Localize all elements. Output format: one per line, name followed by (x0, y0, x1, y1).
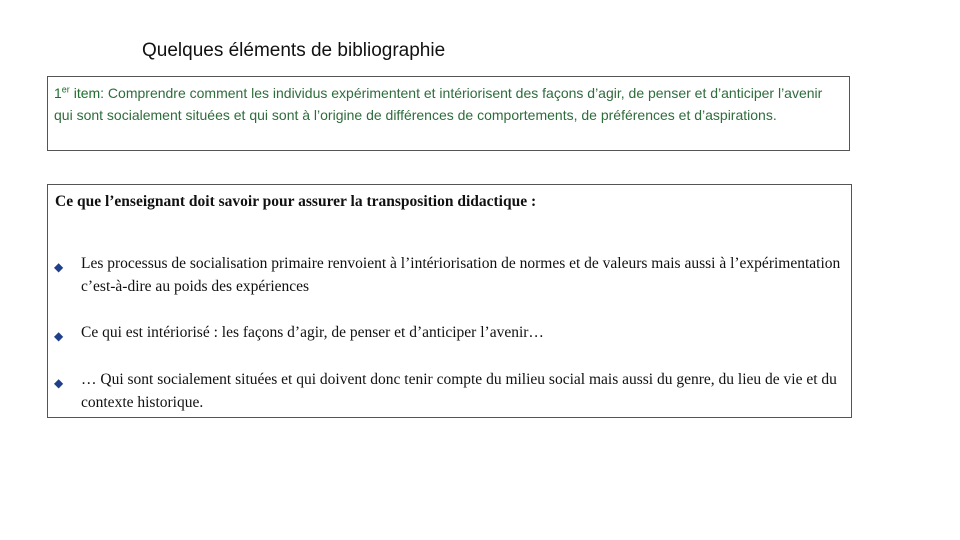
item-label: item: (69, 85, 105, 101)
diamond-bullet-icon: ◆ (54, 376, 64, 390)
list-item-text: … Qui sont socialement situées et qui doivent donc tenir compte du milieu social mais aussi du genre, du lieu de vie et du contexte historique. (81, 371, 837, 411)
item-description: Comprendre comment les individus expérimentent et intériorisent des façons d’agir, de penser et d’anticiper l’avenir qui sont socialement situées et qui sont à l’origine de différences de comportements, de préférences et d’aspirations. (54, 85, 823, 123)
list-item-text: Ce qui est intériorisé : les façons d’agir, de penser et d’anticiper l’avenir… (81, 324, 544, 341)
list-item (48, 368, 843, 414)
teacher-knowledge-box (47, 184, 852, 418)
diamond-bullet-icon: ◆ (54, 260, 64, 274)
teacher-box-heading: Ce que l’enseignant doit savoir pour assurer la transposition didactique : (55, 193, 537, 210)
page-title: Quelques éléments de bibliographie (142, 40, 446, 61)
item-box (47, 76, 850, 151)
diamond-bullet-icon: ◆ (54, 329, 64, 343)
item-ordinal-suffix: er (61, 84, 70, 95)
item-lead (54, 85, 104, 101)
item-number: 1 (54, 85, 62, 101)
list-item-text: Les processus de socialisation primaire renvoient à l’intériorisation de normes et de valeurs mais aussi à l’expérimentation c’est-à-dire au poids des expériences (81, 255, 841, 295)
list-item (48, 252, 843, 298)
list-item (48, 321, 843, 344)
